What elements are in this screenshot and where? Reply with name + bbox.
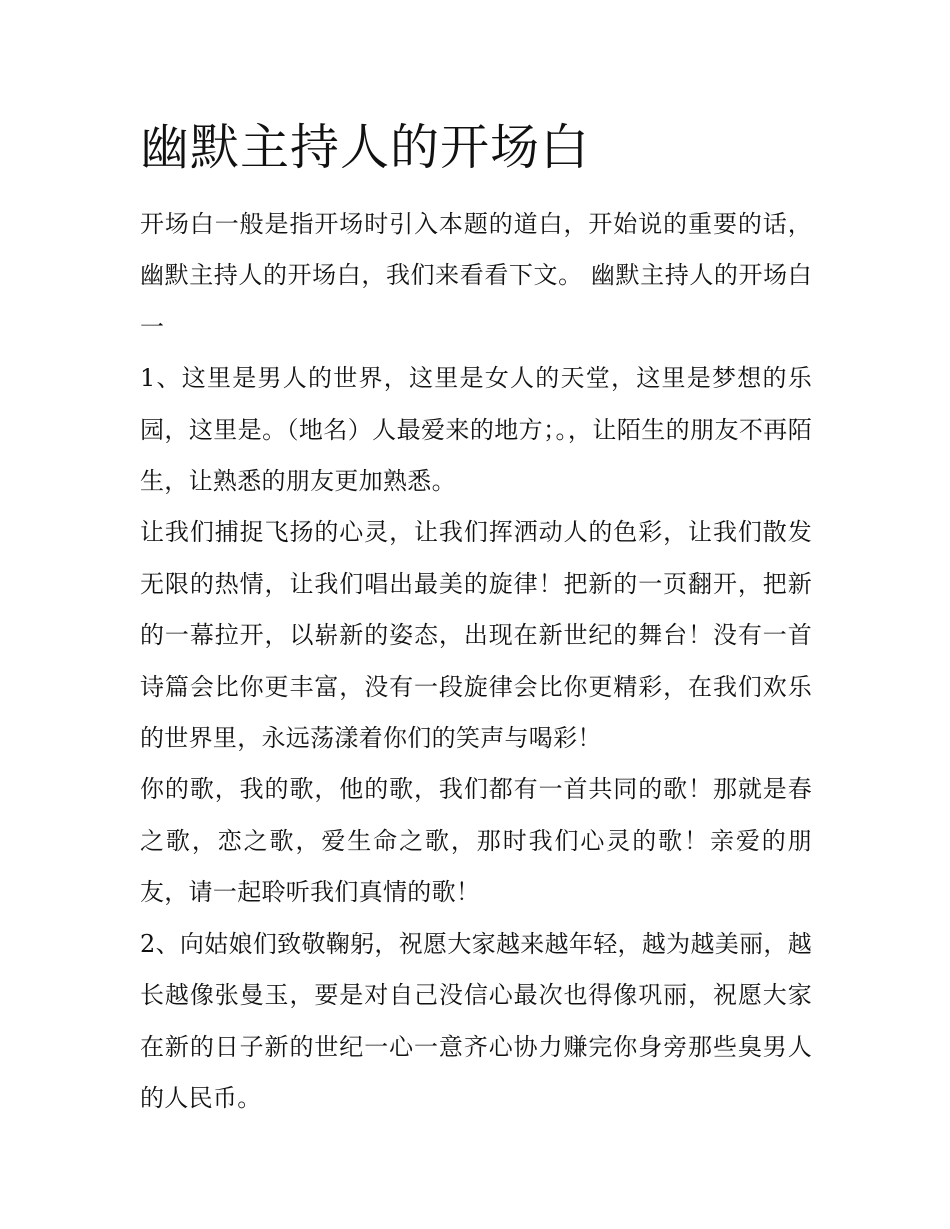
- document-title: 幽默主持人的开场白: [140, 119, 591, 176]
- paragraph-capture: 让我们捕捉飞扬的心灵，让我们挥洒动人的色彩，让我们散发无限的热情，让我们唱出最美的旋律！把新的一页翻开，把新的一幕拉开，以崭新的姿态，出现在新世纪的舞台！没有一首诗篇会比你更丰富，没有一段旋律会比你更精彩，在我们欢乐的世界里，永远荡漾着你们的笑声与喝彩！: [140, 518, 812, 753]
- paragraph-item-1: 1、这里是男人的世界，这里是女人的天堂，这里是梦想的乐园，这里是。（地名）人最爱来的地方；。，让陌生的朋友不再陌生，让熟悉的朋友更加熟悉。: [140, 364, 812, 496]
- paragraph-song: 你的歌，我的歌，他的歌，我们都有一首共同的歌！那就是春之歌，恋之歌，爱生命之歌，那时我们心灵的歌！亲爱的朋友，请一起聆听我们真情的歌！: [140, 775, 812, 907]
- document-body: [140, 199, 812, 1124]
- paragraph-item-2: 2、向姑娘们致敬鞠躬，祝愿大家越来越年轻，越为越美丽，越长越像张曼玉，要是对自己没信心最次也得像巩丽，祝愿大家在新的日子新的世纪一心一意齐心协力赚完你身旁那些臭男人的人民币。: [140, 929, 812, 1112]
- paragraph-intro: 开场白一般是指开场时引入本题的道白，开始说的重要的话，幽默主持人的开场白，我们来看看下文。 幽默主持人的开场白一: [140, 210, 812, 341]
